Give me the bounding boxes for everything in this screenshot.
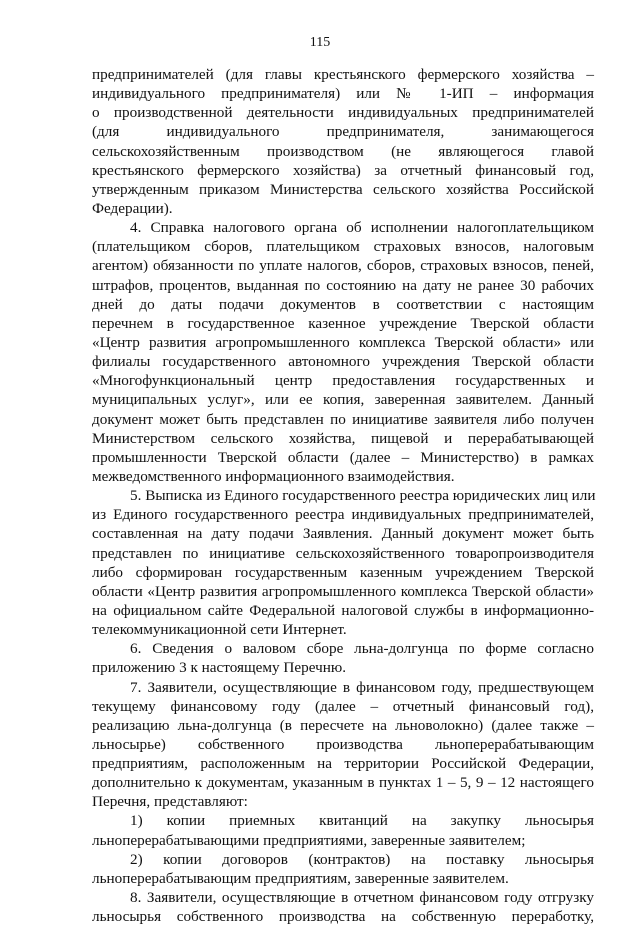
text-line: предприятиям, расположенным на территории Российской Федерации,: [92, 755, 594, 773]
text-line: агентом) обязанности по уплате налогов, сборов, страховых взносов, пеней,: [92, 257, 594, 275]
text-line: документ может быть представлен по инициативе заявителя либо получен: [92, 410, 594, 428]
text-line: о производственной деятельности индивидуальных предпринимателей: [92, 104, 594, 122]
text-line: на официальном сайте Федеральной налоговой службы в информационно-: [92, 601, 594, 619]
text-line: индивидуального предпринимателя) или № 1-ИП – информация: [92, 85, 594, 103]
text-line: представлен по инициативе сельскохозяйственного товаропроизводителя: [92, 544, 594, 562]
text-line: Перечня, представляют:: [92, 793, 248, 811]
page-number: 115: [309, 35, 331, 50]
text-line: льносырье) собственного производства льноперерабатывающим: [92, 735, 594, 753]
text-line: «Центр развития агропромышленного комплекса Тверской области» или: [92, 333, 594, 351]
text-line: Министерством сельского хозяйства, пищевой и перерабатывающей: [92, 429, 594, 447]
text-line: реализацию льна-долгунца (в пересчете на льноволокно) (далее также –: [92, 716, 594, 734]
text-line: межведомственного информационного взаимодействия.: [92, 467, 455, 485]
text-line: 2) копии договоров (контрактов) на поставку льносырья: [130, 850, 594, 868]
text-line: сельскохозяйственным производством (не являющегося главой: [92, 142, 594, 160]
text-line: дополнительно к документам, указанным в пунктах 1 – 5, 9 – 12 настоящего: [92, 774, 594, 792]
text-line: промышленности Тверской области (далее – Министерство) в рамках: [92, 448, 594, 466]
text-line: текущему финансовому году (далее – отчетный финансовый год),: [92, 697, 594, 715]
text-line: утвержденным приказом Министерства сельского хозяйства Российской: [92, 180, 594, 198]
text-line: телекоммуникационной сети Интернет.: [92, 621, 347, 639]
text-line: муниципальных услуг», или ее копия, заверенная заявителем. Данный: [92, 391, 594, 409]
text-line: 1) копии приемных квитанций на закупку льносырья: [130, 812, 594, 830]
text-line: льноперерабатывающим предприятиям, заверенные заявителем.: [92, 869, 509, 887]
text-line: области «Центр развития агропромышленного комплекса Тверской области»: [92, 582, 594, 600]
text-line: крестьянского фермерского хозяйства) за отчетный финансовый год,: [92, 161, 594, 179]
text-line: дней до даты подачи документов в соответствии с настоящим: [92, 295, 594, 313]
text-line: 8. Заявители, осуществляющие в отчетном финансовом году отгрузку: [130, 889, 594, 907]
text-line: 4. Справка налогового органа об исполнении налогоплательщиком: [130, 219, 594, 237]
text-line: перечнем в государственное казенное учреждение Тверской области: [92, 314, 594, 332]
text-line: льносырья собственного производства на собственную переработку,: [92, 908, 594, 926]
text-line: 7. Заявители, осуществляющие в финансовом году, предшествующем: [130, 678, 594, 696]
text-line: приложению 3 к настоящему Перечню.: [92, 659, 346, 677]
text-line: филиалы государственного автономного учреждения Тверской области: [92, 353, 594, 371]
text-line: 6. Сведения о валовом сборе льна-долгунца по форме согласно: [130, 640, 594, 658]
text-line: составленная на дату подачи Заявления. Данный документ может быть: [92, 525, 594, 543]
text-line: из Единого государственного реестра индивидуальных предпринимателей,: [92, 506, 594, 524]
text-line: штрафов, процентов, выданная по состоянию на дату не ранее 30 рабочих: [92, 276, 594, 294]
text-line: либо сформирован государственным казенным учреждением Тверской: [92, 563, 594, 581]
text-line: (для индивидуального предпринимателя, занимающегося: [92, 123, 594, 141]
text-line: 5. Выписка из Единого государственного реестра юридических лиц или: [130, 487, 596, 505]
document-body: [92, 65, 594, 926]
text-line: льноперерабатывающими предприятиями, заверенные заявителем;: [92, 831, 526, 849]
text-line: (плательщиком сборов, плательщиком страховых взносов, налоговым: [92, 238, 594, 256]
text-line: предпринимателей (для главы крестьянского фермерского хозяйства –: [92, 66, 594, 83]
text-line: Федерации).: [92, 199, 173, 217]
text-line: «Многофункциональный центр предоставления государственных и: [92, 372, 594, 390]
